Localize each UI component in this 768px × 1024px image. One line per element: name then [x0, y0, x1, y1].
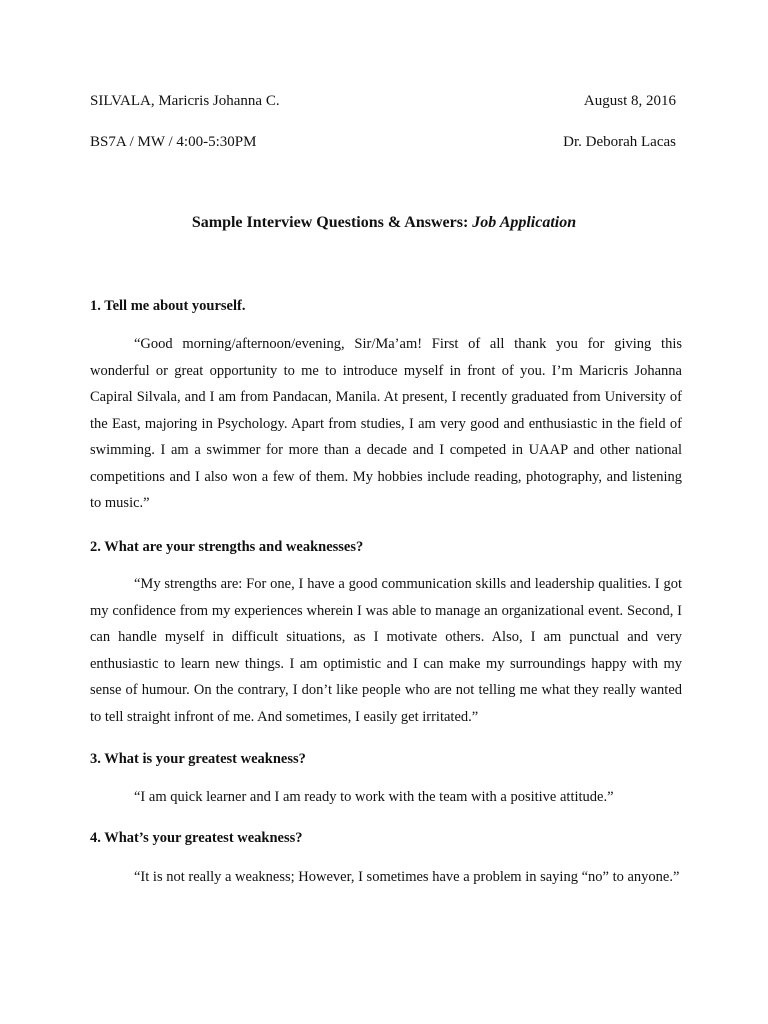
- question-3: 3. What is your greatest weakness?: [90, 751, 306, 767]
- instructor-name: Dr. Deborah Lacas: [563, 134, 676, 150]
- question-2: 2. What are your strengths and weaknesses?: [90, 539, 364, 555]
- student-name: SILVALA, Maricris Johanna C.: [90, 93, 280, 109]
- answer-3: “I am quick learner and I am ready to work with the team with a positive attitude.”: [134, 789, 614, 805]
- question-1: 1. Tell me about yourself.: [90, 298, 246, 314]
- header-row-2: [90, 133, 676, 151]
- answer-2: “My strengths are: For one, I have a good communication skills and leadership qualities. I got my confidence from my experiences wherein I was able to manage an organizational event. Second, I can handle myself in difficult situations, as I motivate others. Also, I am punctual and very enthusiastic to learn new things. I am optimistic and I can make my surroundings happy with my sense of humour. On the contrary, I don’t like people who are not telling me what they really wanted to tell straight infront of me. And sometimes, I easily get irritated.”: [90, 576, 682, 725]
- header-row-1: [90, 92, 676, 110]
- class-section: BS7A / MW / 4:00-5:30PM: [90, 134, 257, 150]
- document-title: [0, 213, 768, 233]
- question-4: 4. What’s your greatest weakness?: [90, 830, 303, 846]
- document-date: August 8, 2016: [583, 93, 676, 109]
- title-emphasis: Job Application: [472, 214, 577, 231]
- answer-1: “Good morning/afternoon/evening, Sir/Ma’am! First of all thank you for giving this wonderful or great opportunity to me to introduce myself in front of you. I’m Maricris Johanna Capiral Silvala, and I am from Pandacan, Manila. At present, I recently graduated from University of the East, majoring in Psychology. Apart from studies, I am very good and enthusiastic in the field of swimming. I am a swimmer for more than a decade and I competed in UAAP and other national competitions and I also won a few of them. My hobbies include reading, photography, and listening to music.”: [90, 336, 682, 511]
- title-main: Sample Interview Questions & Answers:: [191, 214, 473, 231]
- answer-4: “It is not really a weakness; However, I sometimes have a problem in saying “no” to anyone.”: [134, 869, 680, 885]
